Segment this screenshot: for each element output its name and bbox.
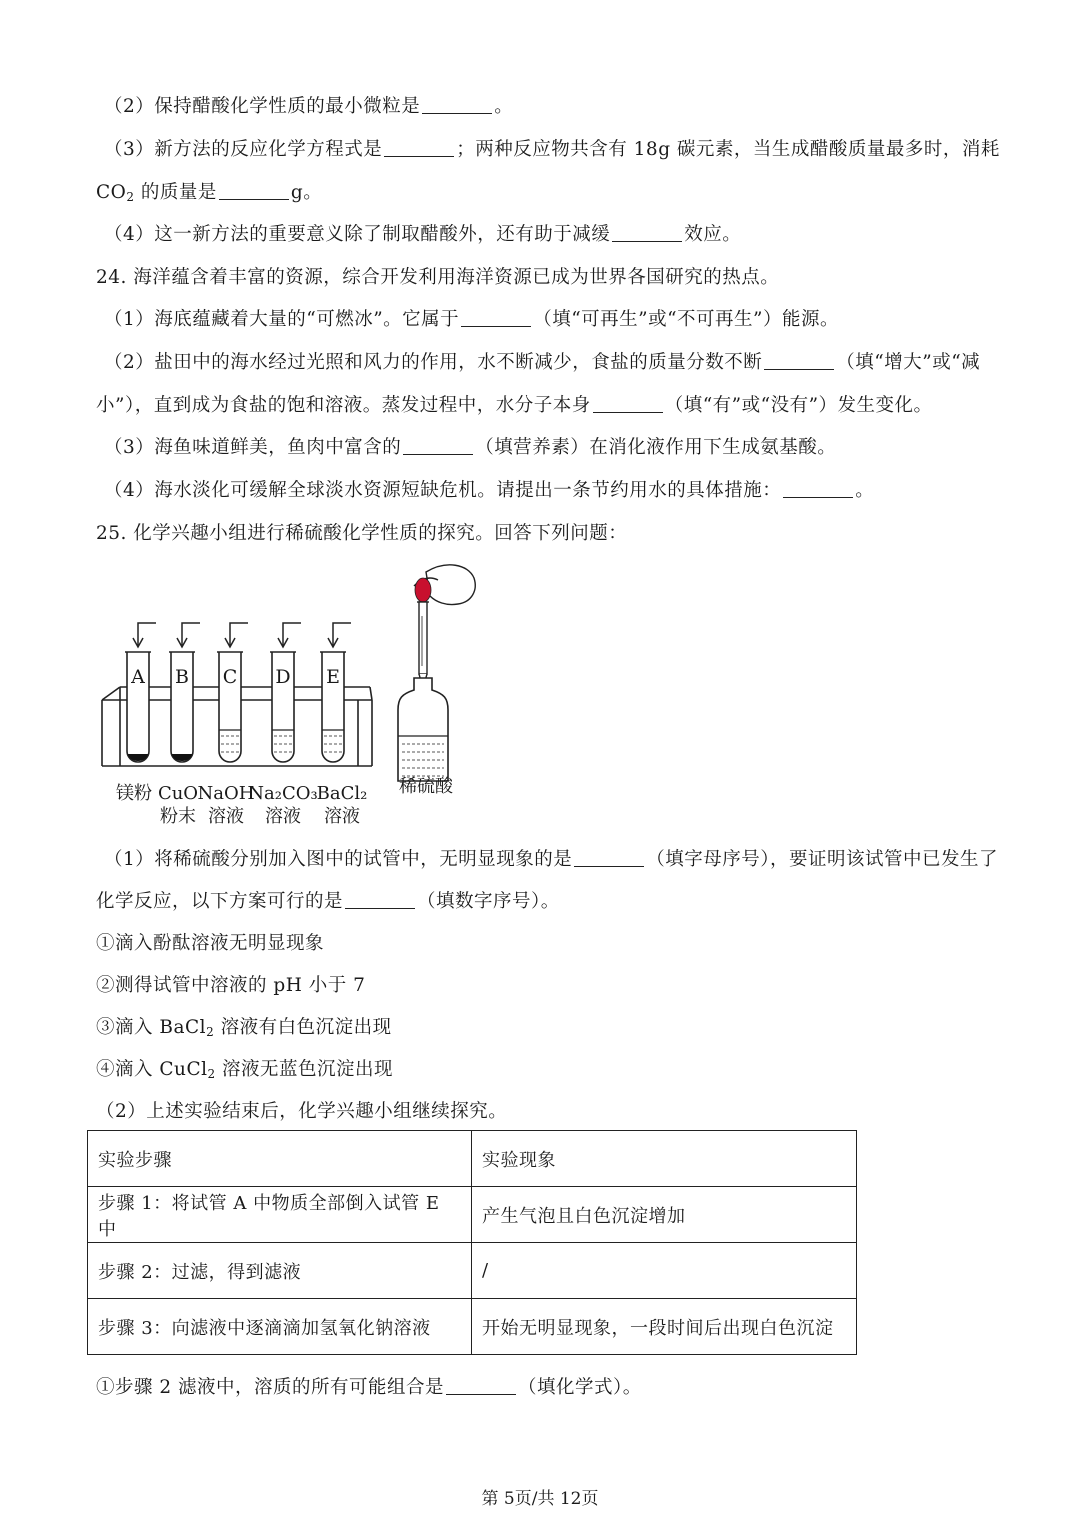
answer-blank[interactable] [612, 223, 682, 242]
dropper-tube [419, 602, 427, 674]
q25-option-3: ③滴入 BaCl$_2$ 溶液有白色沉淀出现 [96, 1017, 392, 1039]
reagent-bottle [398, 678, 448, 781]
table-header: 实验步骤 [88, 1131, 472, 1187]
dropper-bulb-icon [415, 578, 431, 602]
reagent-label: BaCl₂ [316, 783, 368, 804]
reagent-label: NaOH [197, 783, 255, 804]
answer-blank[interactable] [345, 890, 415, 909]
q25-step2-question: ①步骤 2 滤液中，溶质的所有可能组合是 （填化学式）。 [96, 1377, 642, 1398]
test-tube-b [169, 623, 200, 762]
reagent-label: Na₂CO₃ [248, 783, 318, 804]
table-cell: / [472, 1243, 857, 1299]
q25-option-2: ②测得试管中溶液的 pH 小于 7 [96, 975, 366, 996]
answer-blank[interactable] [403, 436, 473, 455]
reagent-label: 镁粉 [116, 783, 152, 804]
answer-blank[interactable] [422, 95, 492, 114]
experiment-table [87, 1130, 857, 1355]
q24-part4: （4）海水淡化可缓解全球淡水资源短缺危机。请提出一条节约用水的具体措施： 。 [104, 480, 875, 501]
answer-blank[interactable] [593, 394, 663, 413]
page-footer: 第 5页/共 12页 [481, 1489, 599, 1509]
q25-part1: （1）将稀硫酸分别加入图中的试管中，无明显现象的是 （填字母序号），要证明该试管中已发生了 [104, 849, 999, 870]
test-tube-c [217, 623, 248, 762]
hand-icon [426, 565, 475, 605]
answer-blank[interactable] [461, 308, 531, 327]
q23-part4: （4）这一新方法的重要意义除了制取醋酸外，还有助于减缓 效应。 [104, 224, 742, 245]
test-tube-d [270, 623, 301, 762]
reagent-label: CuO [157, 783, 199, 804]
table-cell: 步骤 3：向滤液中逐滴滴加氢氧化钠溶液 [88, 1299, 472, 1355]
table-row [88, 1299, 857, 1355]
reagent-label-sub: 溶液 [208, 806, 244, 827]
experiment-figure [96, 556, 496, 831]
q24-part1: （1）海底蕴藏着大量的“可燃冰”。它属于 （填“可再生”或“不可再生”）能源。 [104, 309, 840, 330]
table-cell: 步骤 1：将试管 A 中物质全部倒入试管 E 中 [88, 1187, 472, 1243]
q25-part1-cont: 化学反应，以下方案可行的是 （填数字序号）。 [96, 891, 560, 912]
q24-part2: （2）盐田中的海水经过光照和风力的作用，水不断减少，食盐的质量分数不断 （填“增大”或“减 [104, 352, 981, 373]
test-tube-a [125, 623, 156, 762]
reagent-label-sub: 溶液 [265, 806, 301, 827]
q25-part2: （2）上述实验结束后，化学兴趣小组继续探究。 [96, 1101, 508, 1122]
table-cell: 步骤 2：过滤，得到滤液 [88, 1243, 472, 1299]
tube-letter: A [131, 666, 145, 688]
q23-part3-cont: $CO_2$ 的质量是 g。 [96, 182, 323, 204]
reagent-label-sub: 溶液 [324, 806, 360, 827]
answer-blank[interactable] [219, 181, 289, 200]
table-cell: 产生气泡且白色沉淀增加 [472, 1187, 857, 1243]
q24-part2-cont: 小”），直到成为食盐的饱和溶液。蒸发过程中，水分子本身 （填“有”或“没有”）发生变化。 [96, 395, 933, 416]
table-row [88, 1187, 857, 1243]
tube-letter: C [222, 666, 238, 688]
answer-blank[interactable] [384, 138, 454, 157]
tube-letter: B [175, 666, 189, 688]
answer-blank[interactable] [764, 351, 834, 370]
answer-blank[interactable] [446, 1376, 516, 1395]
reagent-label-sub: 粉末 [160, 806, 196, 827]
q25-option-1: ①滴入酚酞溶液无明显现象 [96, 933, 325, 954]
table-header: 实验现象 [472, 1131, 857, 1187]
q23-part3: （3）新方法的反应化学方程式是 ；两种反应物共含有 18g 碳元素，当生成醋酸质量最多时，消耗 [104, 139, 1000, 160]
answer-blank[interactable] [574, 848, 644, 867]
table-cell: 开始无明显现象，一段时间后出现白色沉淀 [472, 1299, 857, 1355]
table-row [88, 1243, 857, 1299]
q25-stem: 25. 化学兴趣小组进行稀硫酸化学性质的探究。回答下列问题： [96, 523, 628, 544]
q23-part2: （2）保持醋酸化学性质的最小微粒是 。 [104, 96, 514, 117]
dropper-bottle-group [398, 565, 475, 797]
q24-stem: 24. 海洋蕴含着丰富的资源，综合开发利用海洋资源已成为世界各国研究的热点。 [96, 267, 780, 288]
tube-letter: D [275, 666, 291, 688]
q25-option-4: ④滴入 CuCl$_2$ 溶液无蓝色沉淀出现 [96, 1059, 394, 1081]
answer-blank[interactable] [783, 479, 853, 498]
tube-letter: E [326, 666, 340, 688]
bottle-label: 稀硫酸 [399, 776, 453, 797]
table-header-row [88, 1131, 857, 1187]
test-tube-e [320, 623, 351, 762]
q24-part3: （3）海鱼味道鲜美，鱼肉中富含的 （填营养素）在消化液作用下生成氨基酸。 [104, 437, 837, 458]
